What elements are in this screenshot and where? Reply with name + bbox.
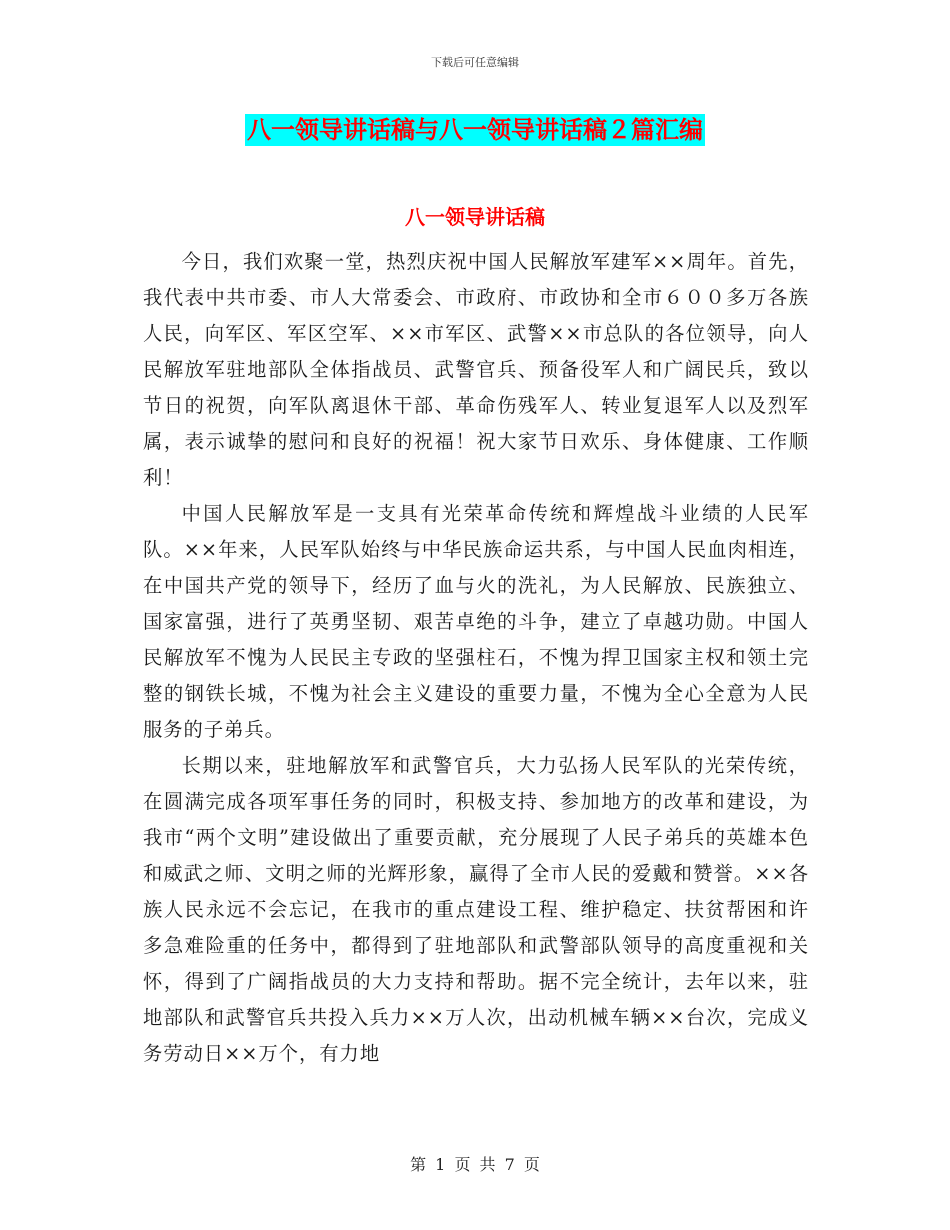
section-title: 八一领导讲话稿 bbox=[405, 205, 545, 229]
document-body bbox=[143, 244, 809, 1072]
paragraph: 今日，我们欢聚一堂，热烈庆祝中国人民解放军建军××周年。首先，我代表中共市委、市人大常委会、市政府、市政协和全市６００多万各族人民，向军区、军区空军、××市军区、武警××市总队的各位领导，向人民解放军驻地部队全体指战员、武警官兵、预备役军人和广阔民兵，致以节日的祝贺，向军队离退休干部、革命伤残军人、转业复退军人以及烈军属，表示诚挚的慰问和良好的祝福！祝大家节日欢乐、身体健康、工作顺利！ bbox=[143, 250, 809, 489]
page-header-note: 下载后可任意编辑 bbox=[431, 56, 519, 69]
paragraph: 中国人民解放军是一支具有光荣革命传统和辉煌战斗业绩的人民军队。××年来，人民军队始终与中华民族命运共系，与中国人民血肉相连，在中国共产党的领导下，经历了血与火的洗礼，为人民解放、民族独立、国家富强，进行了英勇坚韧、艰苦卓绝的斗争，建立了卓越功勋。中国人民解放军不愧为人民民主专政的坚强柱石，不愧为捍卫国家主权和领土完整的钢铁长城，不愧为社会主义建设的重要力量，不愧为全心全意为人民服务的子弟兵。 bbox=[143, 502, 809, 741]
page-number-footer: 第 1 页 共 7 页 bbox=[410, 1155, 540, 1174]
document-title-container bbox=[0, 114, 950, 146]
paragraph: 长期以来，驻地解放军和武警官兵，大力弘扬人民军队的光荣传统，在圆满完成各项军事任务的同时，积极支持、参加地方的改革和建设，为我市“两个文明”建设做出了重要贡献，充分展现了人民子弟兵的英雄本色和威武之师、文明之师的光辉形象，赢得了全市人民的爱戴和赞誉。××各族人民永远不会忘记，在我市的重点建设工程、维护稳定、扶贫帮困和许多急难险重的任务中，都得到了驻地部队和武警部队领导的高度重视和关怀，得到了广阔指战员的大力支持和帮助。据不完全统计，去年以来，驻地部队和武警官兵共投入兵力××万人次，出动机械车辆××台次，完成义务劳动日××万个，有力地 bbox=[143, 754, 809, 1065]
document-title: 八一领导讲话稿与八一领导讲话稿２篇汇编 bbox=[247, 116, 703, 144]
